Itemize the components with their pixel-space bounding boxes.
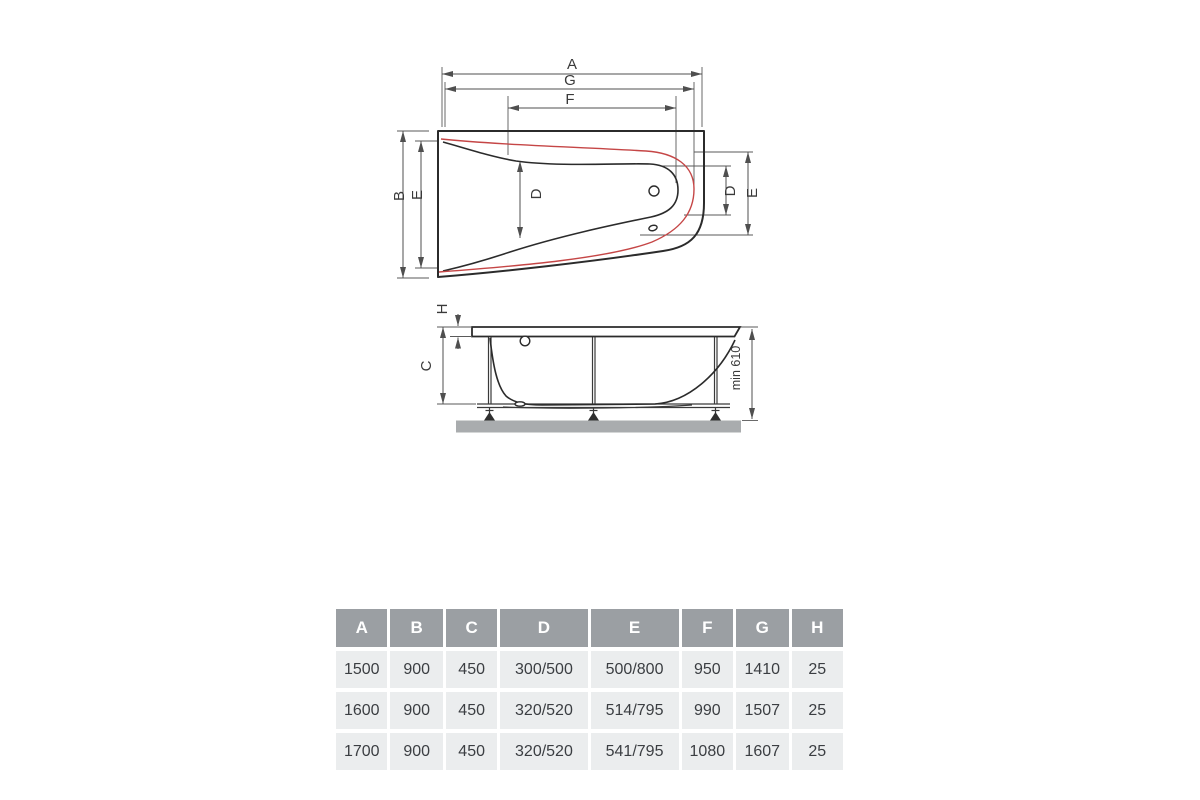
table-cell: 320/520	[500, 733, 587, 770]
table-row	[336, 733, 843, 770]
table-cell: 320/520	[500, 692, 587, 729]
dim-label-f: F	[565, 91, 575, 108]
adjustable-feet	[484, 408, 721, 421]
table-cell: 1600	[336, 692, 387, 729]
floor-ground	[456, 421, 741, 433]
table-cell: 900	[390, 733, 442, 770]
column-header: B	[390, 609, 442, 647]
dimensions-table	[336, 609, 843, 774]
bathtub-side-profile	[490, 338, 735, 405]
dim-label-h: H	[434, 303, 451, 315]
bathtub-inner-basin-contour	[443, 142, 678, 271]
overflow-hole-icon	[520, 336, 530, 346]
table-cell: 950	[682, 651, 733, 688]
dim-label-c: C	[418, 360, 435, 372]
table-cell: 25	[792, 692, 843, 729]
table-cell: 900	[390, 692, 442, 729]
table-cell: 990	[682, 692, 733, 729]
dim-label-d-center: D	[528, 188, 545, 200]
dim-label-d-right: D	[722, 185, 739, 197]
column-header: A	[336, 609, 387, 647]
table-cell: 450	[446, 651, 497, 688]
drain-hole-icon	[649, 186, 659, 196]
column-header: F	[682, 609, 733, 647]
bathtub-technical-drawing	[380, 40, 790, 450]
side-view-dimensions	[418, 304, 758, 421]
jet-hole-icon	[648, 224, 657, 231]
table-cell: 450	[446, 733, 497, 770]
table-row	[336, 692, 843, 729]
table-cell: 450	[446, 692, 497, 729]
table-cell: 25	[792, 733, 843, 770]
table-cell: 25	[792, 651, 843, 688]
table-cell: 1080	[682, 733, 733, 770]
table-cell: 541/795	[591, 733, 679, 770]
dim-label-e-right: E	[744, 187, 761, 199]
table-cell: 514/795	[591, 692, 679, 729]
table-cell: 1607	[736, 733, 788, 770]
bathtub-rim	[472, 327, 740, 337]
drain-outlet-icon	[515, 402, 525, 406]
table-cell: 300/500	[500, 651, 587, 688]
dim-label-a: A	[566, 56, 578, 73]
table-cell: 1500	[336, 651, 387, 688]
table-cell: 1700	[336, 733, 387, 770]
dim-label-g: G	[564, 72, 576, 89]
dim-label-b: B	[391, 190, 408, 202]
table-cell: 900	[390, 651, 442, 688]
column-header: D	[500, 609, 587, 647]
table-cell: 1507	[736, 692, 788, 729]
bathtub-outer-outline	[438, 131, 704, 277]
bathtub-side-view	[418, 304, 758, 433]
foot-icon	[710, 408, 721, 421]
dim-label-min-height: min 610	[729, 345, 743, 391]
foot-icon	[484, 408, 495, 421]
dimension-lines	[403, 74, 748, 278]
table-cell: 500/800	[591, 651, 679, 688]
table-row	[336, 651, 843, 688]
column-header: H	[792, 609, 843, 647]
extension-lines	[397, 67, 753, 278]
column-header: C	[446, 609, 497, 647]
bathtub-top-view	[391, 56, 761, 278]
table-header-row	[336, 609, 843, 647]
dim-label-e-left: E	[409, 189, 426, 201]
support-frame	[477, 337, 730, 408]
column-header: G	[736, 609, 788, 647]
column-header: E	[591, 609, 679, 647]
table-cell: 1410	[736, 651, 788, 688]
foot-icon	[588, 408, 599, 421]
